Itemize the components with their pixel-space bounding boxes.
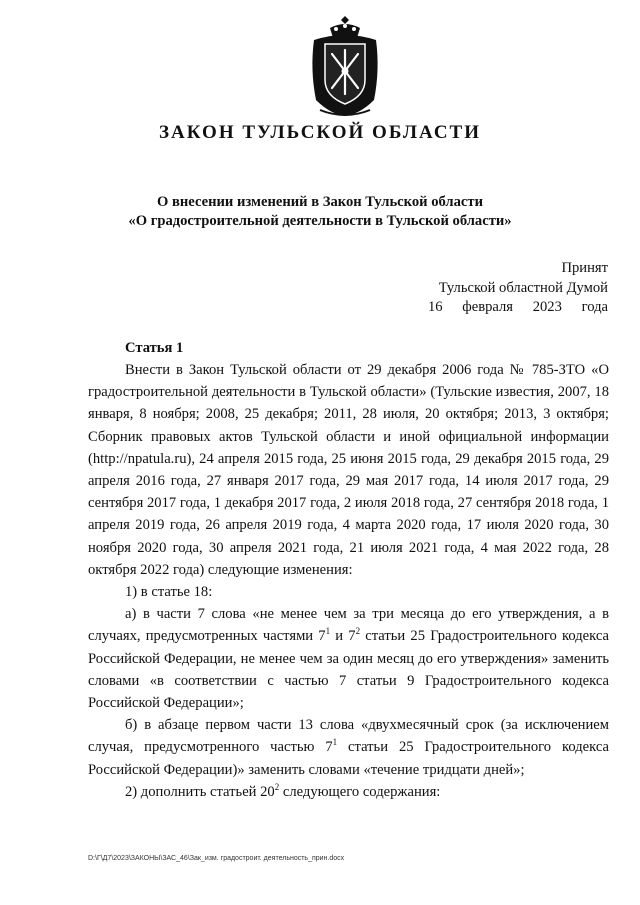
- article-body: [88, 359, 609, 803]
- adoption-date: [428, 298, 608, 318]
- adoption-block: [428, 259, 608, 318]
- law-title: ЗАКОН ТУЛЬСКОЙ ОБЛАСТИ: [158, 122, 482, 143]
- adoption-line-1: Принят: [561, 260, 608, 276]
- adoption-day: 16: [428, 299, 443, 315]
- item-2: 2) дополнить статьей $20^2$ следующего содержания:: [125, 781, 441, 800]
- adoption-month: февраля: [462, 299, 514, 315]
- article-heading: Статья 1: [125, 340, 184, 356]
- law-subtitle: [0, 193, 640, 231]
- adoption-year-word: года: [581, 299, 608, 315]
- file-path-footer: D:\Г\Д7\2023\ЗАКОНЫ\ЗАС_46\Зак_изм. градостроит. деятельность_прин.docx: [88, 855, 345, 862]
- item-1: 1) в статье 18:: [125, 584, 213, 601]
- tula-coat-of-arms-emblem: [306, 14, 384, 118]
- item-b: б) в абзаце первом части 13 слова «двухмесячный срок (за исключением случая, предусмотренного частью $7^1$ статьи 25 Градостроительного кодекса Российской Федерации)» заменить словами «течение тридцати дней»;: [88, 717, 609, 778]
- adoption-line-2: Тульской областной Думой: [438, 279, 608, 296]
- item-a: а) в части 7 слова «не менее чем за три месяца до его утверждения, а в случаях, предусмотренных частями $7^1$ и $7^2$ статьи 25 Градостроительного кодекса Российской Федерации, не менее чем за один месяц до его утверждения» заменить словами «в соответствии с частью 7 статьи 9 Градостроительного кодекса Российской Федерации»;: [88, 606, 609, 712]
- intro-paragraph: Внести в Закон Тульской области от 29 декабря 2006 года № 785-ЗТО «О градостроительной деятельности в Тульской области» (Тульские известия, 2007, 18 января, 8 ноября; 2008, 25 декабря; 2011, 28 июля, 20 октября; 2013, 3 октября; Сборник правовых актов Тульской области и иной официальной информации (http://npatula.ru), 24 апреля 2015 года, 25 июня 2015 года, 29 декабря 2015 года, 29 апреля 2016 года, 27 января 2017 года, 29 мая 2017 года, 14 июля 2017 года, 29 сентября 2017 года, 1 декабря 2017 года, 2 июля 2018 года, 27 сентября 2018 года, 1 апреля 2019 года, 26 апреля 2019 года, 4 марта 2020 года, 17 июля 2020 года, 30 ноября 2020 года, 30 апреля 2021 года, 21 июля 2021 года, 4 мая 2022 года, 28 октября 2022 года) следующие изменения:: [88, 362, 609, 578]
- adoption-year: 2023: [532, 299, 562, 315]
- subtitle-line-2: «О градостроительной деятельности в Тульской области»: [128, 213, 512, 229]
- subtitle-line-1: О внесении изменений в Закон Тульской области: [157, 194, 483, 210]
